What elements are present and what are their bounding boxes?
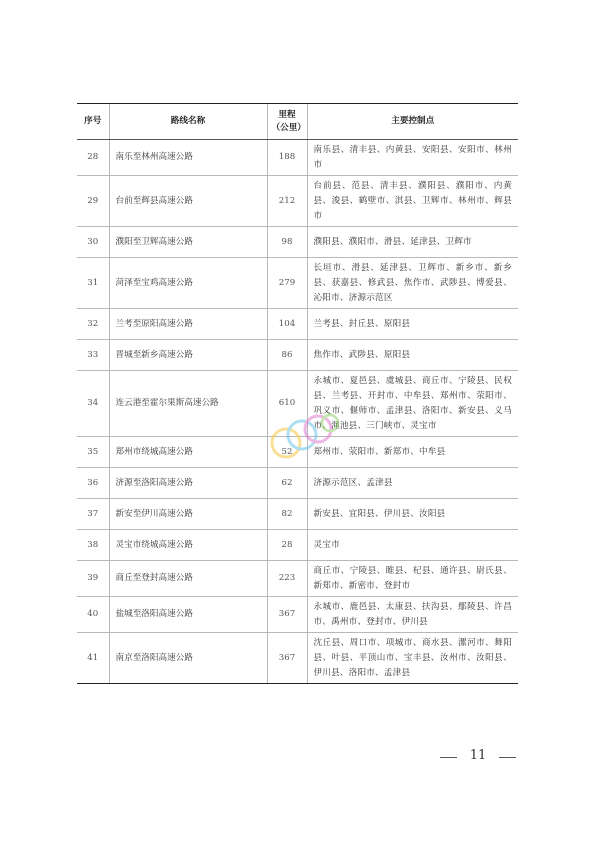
table-row: [77, 258, 518, 309]
cell-no: 28: [77, 140, 109, 176]
cell-no: 33: [77, 340, 109, 371]
watermark-logo-icon: [258, 405, 348, 475]
cell-route-name: 南京至洛阳高速公路: [109, 633, 267, 684]
table-row: [77, 309, 518, 340]
cell-no: 41: [77, 633, 109, 684]
cell-route-name: 郑州市绕城高速公路: [109, 437, 267, 468]
header-name: 路线名称: [109, 104, 267, 140]
cell-distance: 82: [267, 499, 307, 530]
cell-distance: 62: [267, 468, 307, 499]
cell-control-points: 郑州市、荥阳市、新郑市、中牟县: [307, 437, 518, 468]
cell-distance: 86: [267, 340, 307, 371]
cell-distance: 223: [267, 561, 307, 597]
cell-no: 34: [77, 371, 109, 437]
cell-route-name: 兰考至原阳高速公路: [109, 309, 267, 340]
cell-route-name: 台前至辉县高速公路: [109, 176, 267, 227]
cell-route-name: 新安至伊川高速公路: [109, 499, 267, 530]
header-points: 主要控制点: [307, 104, 518, 140]
cell-no: 39: [77, 561, 109, 597]
header-no: 序号: [77, 104, 109, 140]
cell-no: 40: [77, 597, 109, 633]
cell-no: 37: [77, 499, 109, 530]
cell-no: 31: [77, 258, 109, 309]
cell-control-points: 长垣市、滑县、延津县、卫辉市、新乡市、新乡县、获嘉县、修武县、焦作市、武陟县、博爱县、沁阳市、济源示范区: [307, 258, 518, 309]
cell-route-name: 济源至洛阳高速公路: [109, 468, 267, 499]
cell-distance: 279: [267, 258, 307, 309]
cell-route-name: 南乐至林州高速公路: [109, 140, 267, 176]
cell-control-points: 兰考县、封丘县、原阳县: [307, 309, 518, 340]
cell-control-points: 济源示范区、孟津县: [307, 468, 518, 499]
cell-distance: 98: [267, 227, 307, 258]
table-row: [77, 633, 518, 684]
table-row: [77, 140, 518, 176]
cell-route-name: 商丘至登封高速公路: [109, 561, 267, 597]
cell-distance: 104: [267, 309, 307, 340]
table-row: [77, 530, 518, 561]
cell-route-name: 灵宝市绕城高速公路: [109, 530, 267, 561]
cell-control-points: 永城市、鹿邑县、太康县、扶沟县、鄢陵县、许昌市、禹州市、登封市、伊川县: [307, 597, 518, 633]
cell-distance: 28: [267, 530, 307, 561]
cell-no: 32: [77, 309, 109, 340]
route-table: [77, 103, 518, 684]
page-number: [440, 748, 520, 768]
cell-distance: 188: [267, 140, 307, 176]
table-row: [77, 597, 518, 633]
cell-control-points: 台前县、范县、清丰县、濮阳县、濮阳市、内黄县、浚县、鹤壁市、淇县、卫辉市、林州市、辉县市: [307, 176, 518, 227]
cell-no: 35: [77, 437, 109, 468]
cell-distance: 610: [267, 371, 307, 437]
cell-control-points: 焦作市、武陟县、原阳县: [307, 340, 518, 371]
page-number-dash-left: [440, 757, 457, 758]
page-number-dash-right: [499, 757, 516, 758]
cell-distance: 52: [267, 437, 307, 468]
route-table-container: [77, 103, 518, 684]
table-row: [77, 340, 518, 371]
cell-no: 30: [77, 227, 109, 258]
cell-control-points: 灵宝市: [307, 530, 518, 561]
cell-route-name: 连云港至霍尔果斯高速公路: [109, 371, 267, 437]
table-row: [77, 176, 518, 227]
cell-no: 36: [77, 468, 109, 499]
cell-route-name: 晋城至新乡高速公路: [109, 340, 267, 371]
header-distance: 里程（公里）: [267, 104, 307, 140]
cell-control-points: 濮阳县、濮阳市、滑县、延津县、卫辉市: [307, 227, 518, 258]
table-row: [77, 227, 518, 258]
cell-distance: 212: [267, 176, 307, 227]
cell-control-points: 南乐县、清丰县、内黄县、安阳县、安阳市、林州市: [307, 140, 518, 176]
cell-control-points: 沈丘县、周口市、项城市、商水县、漯河市、舞阳县、叶县、平顶山市、宝丰县、汝州市、汝阳县、伊川县、洛阳市、孟津县: [307, 633, 518, 684]
cell-route-name: 菏泽至宝鸡高速公路: [109, 258, 267, 309]
table-row: [77, 499, 518, 530]
cell-no: 29: [77, 176, 109, 227]
page-number-text: 11: [469, 748, 487, 763]
cell-no: 38: [77, 530, 109, 561]
cell-control-points: 永城市、夏邑县、虞城县、商丘市、宁陵县、民权县、兰考县、开封市、中牟县、郑州市、荥阳市、巩义市、偃师市、孟津县、洛阳市、新安县、义马市、渑池县、三门峡市、灵宝市: [307, 371, 518, 437]
cell-control-points: 新安县、宜阳县、伊川县、汝阳县: [307, 499, 518, 530]
table-row: [77, 561, 518, 597]
cell-control-points: 商丘市、宁陵县、睢县、杞县、通许县、尉氏县、新郑市、新密市、登封市: [307, 561, 518, 597]
cell-distance: 367: [267, 633, 307, 684]
cell-route-name: 濮阳至卫辉高速公路: [109, 227, 267, 258]
table-header-row: [77, 104, 518, 140]
cell-distance: 367: [267, 597, 307, 633]
cell-route-name: 盐城至洛阳高速公路: [109, 597, 267, 633]
